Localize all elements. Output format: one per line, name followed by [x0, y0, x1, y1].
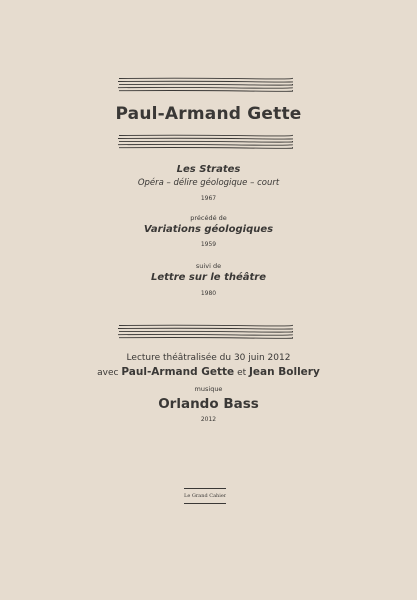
music-label: musique — [194, 385, 223, 393]
staff-lines-middle — [118, 324, 293, 339]
conjunction: et — [237, 368, 247, 378]
preceded-title: Variations géologiques — [143, 224, 274, 235]
staff-lines-under-author — [118, 134, 293, 149]
followed-label: suivi de — [195, 262, 222, 270]
reading-line: Lecture théâtralisée du 30 juin 2012 — [126, 353, 291, 363]
followed-year: 1980 — [200, 290, 217, 297]
with-prefix: avec — [97, 368, 119, 378]
music-year: 2012 — [200, 416, 217, 423]
performers-line — [0, 366, 417, 378]
performer-1: Paul-Armand Gette — [121, 366, 235, 378]
followed-title: Lettre sur le théâtre — [150, 272, 266, 283]
main-work-title: Les Strates — [176, 164, 241, 175]
publisher-logo: Le Grand Cahier — [184, 488, 226, 504]
composer-name: Orlando Bass — [158, 396, 259, 412]
preceded-label: précédé de — [190, 214, 227, 222]
author-name: Paul-Armand Gette — [115, 104, 302, 124]
staff-lines-top — [118, 77, 293, 92]
main-work-year: 1967 — [200, 195, 217, 202]
performer-2: Jean Bollery — [249, 366, 320, 378]
main-work-subtitle: Opéra – délire géologique – court — [137, 178, 280, 188]
preceded-year: 1959 — [200, 241, 217, 248]
